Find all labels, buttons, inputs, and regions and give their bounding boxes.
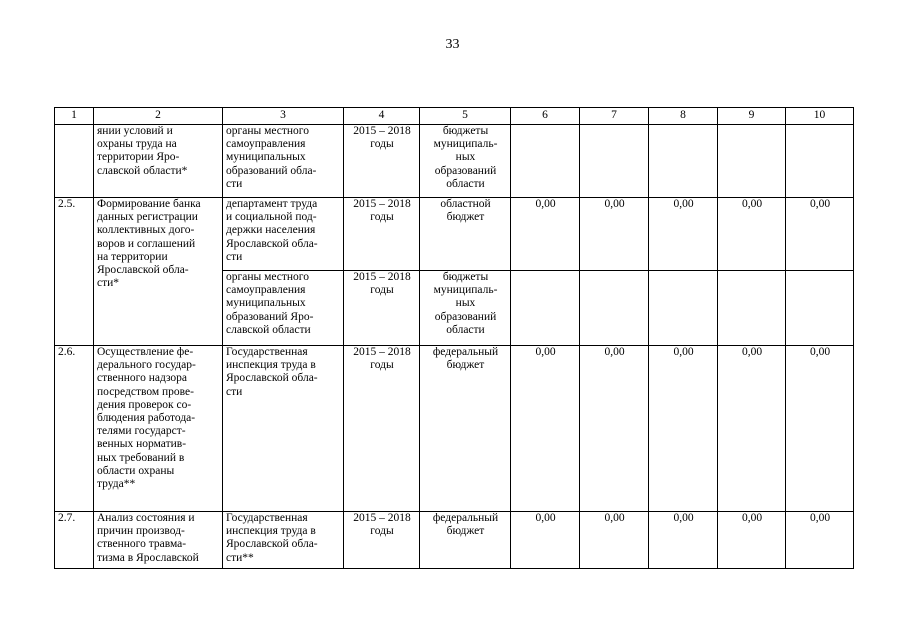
value-cell xyxy=(786,125,854,198)
funding-source-cell: бюджеты муниципаль- ных образований области xyxy=(420,125,511,198)
value-cell xyxy=(786,271,854,346)
value-cell xyxy=(649,271,718,346)
value-cell: 0,00 xyxy=(511,198,580,271)
value-cell: 0,00 xyxy=(718,512,786,569)
header-cell: 4 xyxy=(344,108,420,125)
value-cell: 0,00 xyxy=(786,512,854,569)
value-cell: 0,00 xyxy=(786,346,854,512)
row-number: 2.5. xyxy=(55,198,94,346)
funding-source-cell: федеральный бюджет xyxy=(420,512,511,569)
value-cell xyxy=(511,271,580,346)
header-cell: 8 xyxy=(649,108,718,125)
row-number xyxy=(55,125,94,198)
value-cell xyxy=(718,125,786,198)
header-cell: 5 xyxy=(420,108,511,125)
executor-cell: Государственная инспекция труда в Ярославской обла- сти xyxy=(223,346,344,512)
value-cell: 0,00 xyxy=(511,346,580,512)
program-table xyxy=(54,107,854,569)
funding-source-cell: областной бюджет xyxy=(420,198,511,271)
measure-cell: Анализ состояния и причин производ- ственного травма- тизма в Ярославской xyxy=(94,512,223,569)
value-cell xyxy=(718,271,786,346)
period-cell: 2015 – 2018 годы xyxy=(344,512,420,569)
value-cell xyxy=(580,125,649,198)
value-cell: 0,00 xyxy=(786,198,854,271)
table-row xyxy=(55,125,854,198)
table-row xyxy=(55,346,854,512)
value-cell xyxy=(649,125,718,198)
value-cell: 0,00 xyxy=(718,198,786,271)
value-cell: 0,00 xyxy=(649,346,718,512)
header-cell: 10 xyxy=(786,108,854,125)
value-cell xyxy=(580,271,649,346)
value-cell xyxy=(511,125,580,198)
executor-cell: департамент труда и социальной под- держки населения Ярославской обла- сти xyxy=(223,198,344,271)
period-cell: 2015 – 2018 годы xyxy=(344,271,420,346)
funding-source-cell: бюджеты муниципаль- ных образований области xyxy=(420,271,511,346)
period-cell: 2015 – 2018 годы xyxy=(344,346,420,512)
funding-source-cell: федеральный бюджет xyxy=(420,346,511,512)
measure-cell: Осуществление фе- дерального государ- ственного надзора посредством прове- дения проверок со- блюдения работода- телями государст- венных норматив- ных требований в области охраны труда** xyxy=(94,346,223,512)
value-cell: 0,00 xyxy=(649,512,718,569)
row-number: 2.7. xyxy=(55,512,94,569)
table-row xyxy=(55,198,854,271)
measure-cell: янии условий и охраны труда на территории Яро- славской области* xyxy=(94,125,223,198)
measure-cell: Формирование банка данных регистрации коллективных дого- воров и соглашений на территории Ярославской обла- сти* xyxy=(94,198,223,346)
executor-cell: органы местного самоуправления муниципальных образований обла- сти xyxy=(223,125,344,198)
page-number: 33 xyxy=(445,37,460,52)
header-cell: 2 xyxy=(94,108,223,125)
value-cell: 0,00 xyxy=(718,346,786,512)
header-cell: 3 xyxy=(223,108,344,125)
value-cell: 0,00 xyxy=(649,198,718,271)
value-cell: 0,00 xyxy=(511,512,580,569)
period-cell: 2015 – 2018 годы xyxy=(344,198,420,271)
value-cell: 0,00 xyxy=(580,346,649,512)
executor-cell: Государственная инспекция труда в Ярославской обла- сти** xyxy=(223,512,344,569)
executor-cell: органы местного самоуправления муниципальных образований Яро- славской области xyxy=(223,271,344,346)
header-cell: 6 xyxy=(511,108,580,125)
value-cell: 0,00 xyxy=(580,198,649,271)
value-cell: 0,00 xyxy=(580,512,649,569)
period-cell: 2015 – 2018 годы xyxy=(344,125,420,198)
header-row xyxy=(55,108,854,125)
header-cell: 9 xyxy=(718,108,786,125)
table-row xyxy=(55,512,854,569)
header-cell: 7 xyxy=(580,108,649,125)
row-number: 2.6. xyxy=(55,346,94,512)
header-cell: 1 xyxy=(55,108,94,125)
